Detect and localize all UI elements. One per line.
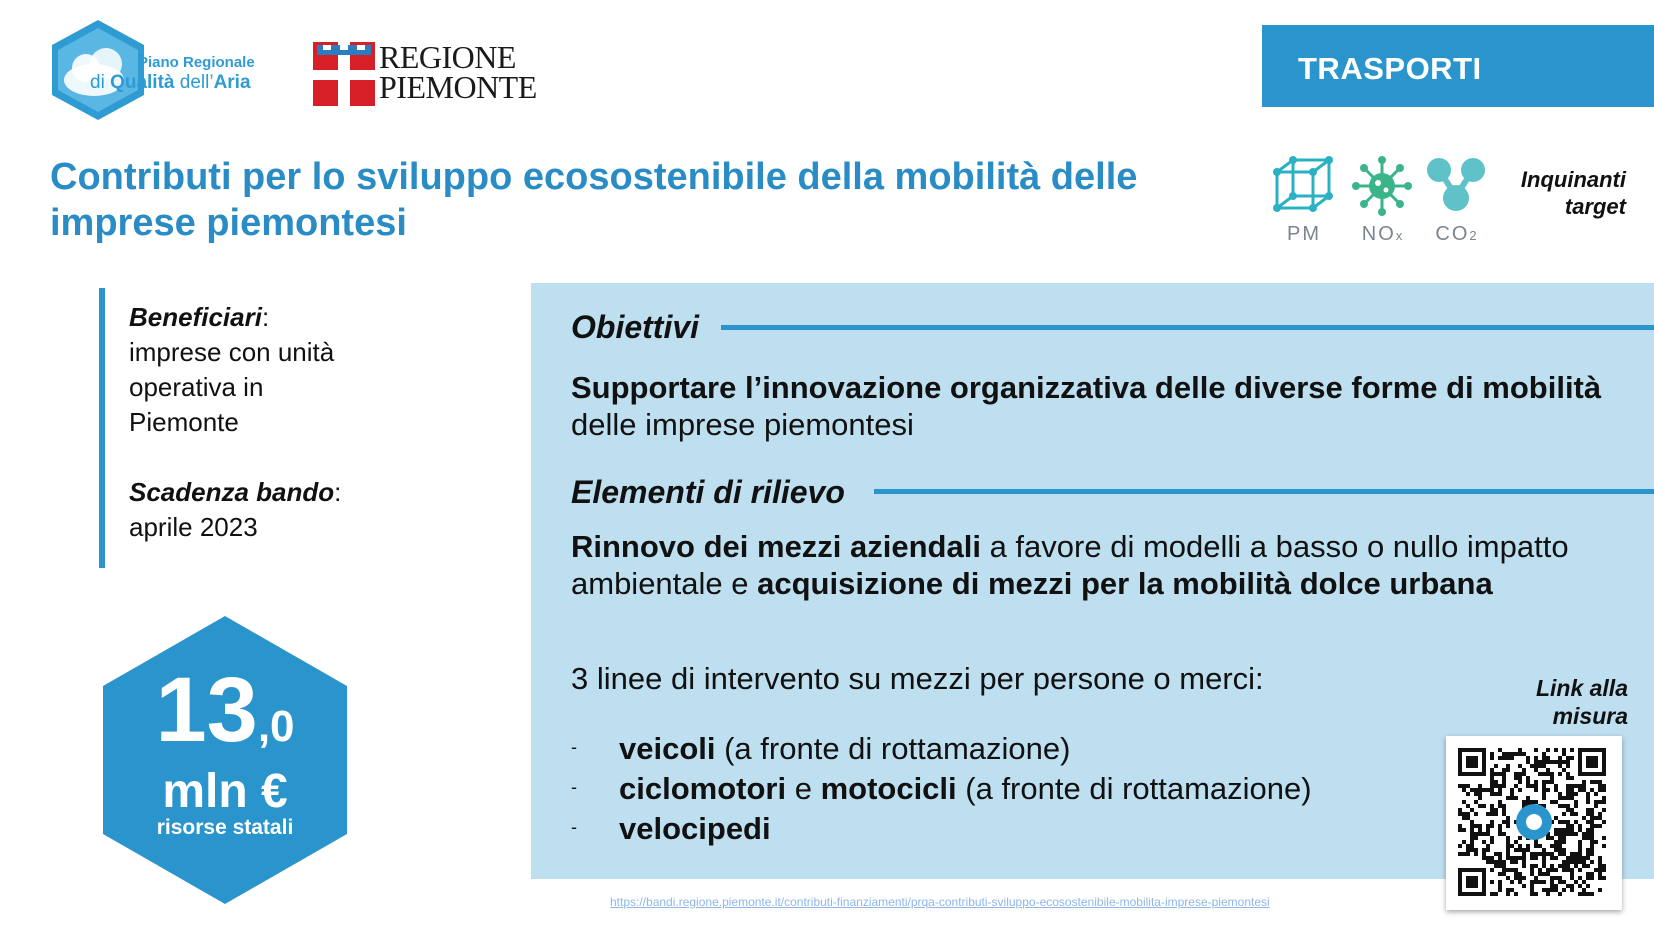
beneficiaries-heading: Beneficiari: (129, 302, 270, 332)
details-panel: Obiettivi Supportare l’innovazione organizzativa delle diverse forme di mobilità delle imprese piemontesi Elementi di rilievo Rinnovo dei mezzi aziendali a favore di modelli a basso o nullo impatto ambientale e acquisizione di mezzi per la mobilità dolce urbana 3 linee di intervento su mezzi per persone o merci: - veicoli (a fronte di rottamazione) - ciclomotori e motocicli (a fronte di rottamazione) - velocipedi (531, 283, 1654, 879)
funds-unit: mln € (162, 765, 288, 818)
page-title: Contributi per lo sviluppo ecosostenibile della mobilità delle imprese piemontesi (50, 156, 1138, 244)
lines-intro: 3 linee di intervento su mezzi per persone o merci: (571, 661, 1264, 696)
left-info-block (129, 300, 429, 545)
link-label: Link alla misura (1535, 675, 1628, 729)
regione-logo-text: REGIONE PIEMONTE (379, 39, 537, 105)
highlights-heading: Elementi di rilievo (571, 474, 845, 510)
deadline-value: aprile 2023 (129, 512, 258, 542)
funds-hexagon (101, 614, 349, 906)
prqa-logo-line2: di Qualità dell’Aria (90, 72, 251, 93)
pollutant-nox-label: NOx (1361, 223, 1403, 245)
objectives-heading: Obiettivi (571, 309, 700, 345)
beneficiaries-line3: Piemonte (129, 407, 239, 437)
prqa-logo-line1: Piano Regionale (138, 54, 255, 71)
qr-code-icon[interactable] (1446, 736, 1622, 910)
pollutant-co2-label: CO2 (1435, 223, 1477, 245)
section-tab-trasporti (1262, 25, 1654, 107)
beneficiaries-line1: imprese con unità (129, 337, 335, 367)
objectives-heading-rule (721, 325, 1654, 330)
pollutants-target-label: Inquinanti target (1520, 167, 1626, 219)
measure-link[interactable]: https://bandi.regione.piemonte.it/contributi-finanziamenti/prqa-contributi-sviluppo-ecosostenibile-mobilita-imprese-piemontesi (610, 895, 1270, 909)
deadline-heading: Scadenza bando: (129, 477, 342, 507)
funds-note: risorse statali (156, 816, 294, 839)
pollutant-pm (1264, 156, 1344, 246)
beneficiaries-line2: operativa in (129, 372, 264, 402)
prqa-logo (50, 18, 280, 122)
nox-virus-icon (1352, 156, 1412, 216)
section-tab-label: TRASPORTI (1298, 51, 1482, 86)
objectives-text: Supportare l’innovazione organizzativa delle diverse forme di mobilità delle imprese piemontesi (571, 370, 1602, 442)
pm-cube-icon (1271, 156, 1337, 216)
pollutant-nox (1342, 156, 1422, 246)
prqa-hexagon-icon (50, 18, 146, 122)
regione-crest-icon (313, 42, 375, 106)
co2-molecule-icon (1425, 156, 1487, 216)
qr-code[interactable] (1446, 736, 1622, 910)
highlights-text: Rinnovo dei mezzi aziendali a favore di modelli a basso o nullo impatto ambientale e acquisizione di mezzi per la mobilità dolce urbana (571, 529, 1569, 601)
highlights-heading-rule (874, 489, 1654, 494)
pollutant-pm-label: PM (1287, 223, 1321, 245)
funds-amount: 13,0 (155, 659, 295, 761)
regione-piemonte-logo (313, 39, 537, 108)
left-accent-bar (99, 288, 105, 568)
